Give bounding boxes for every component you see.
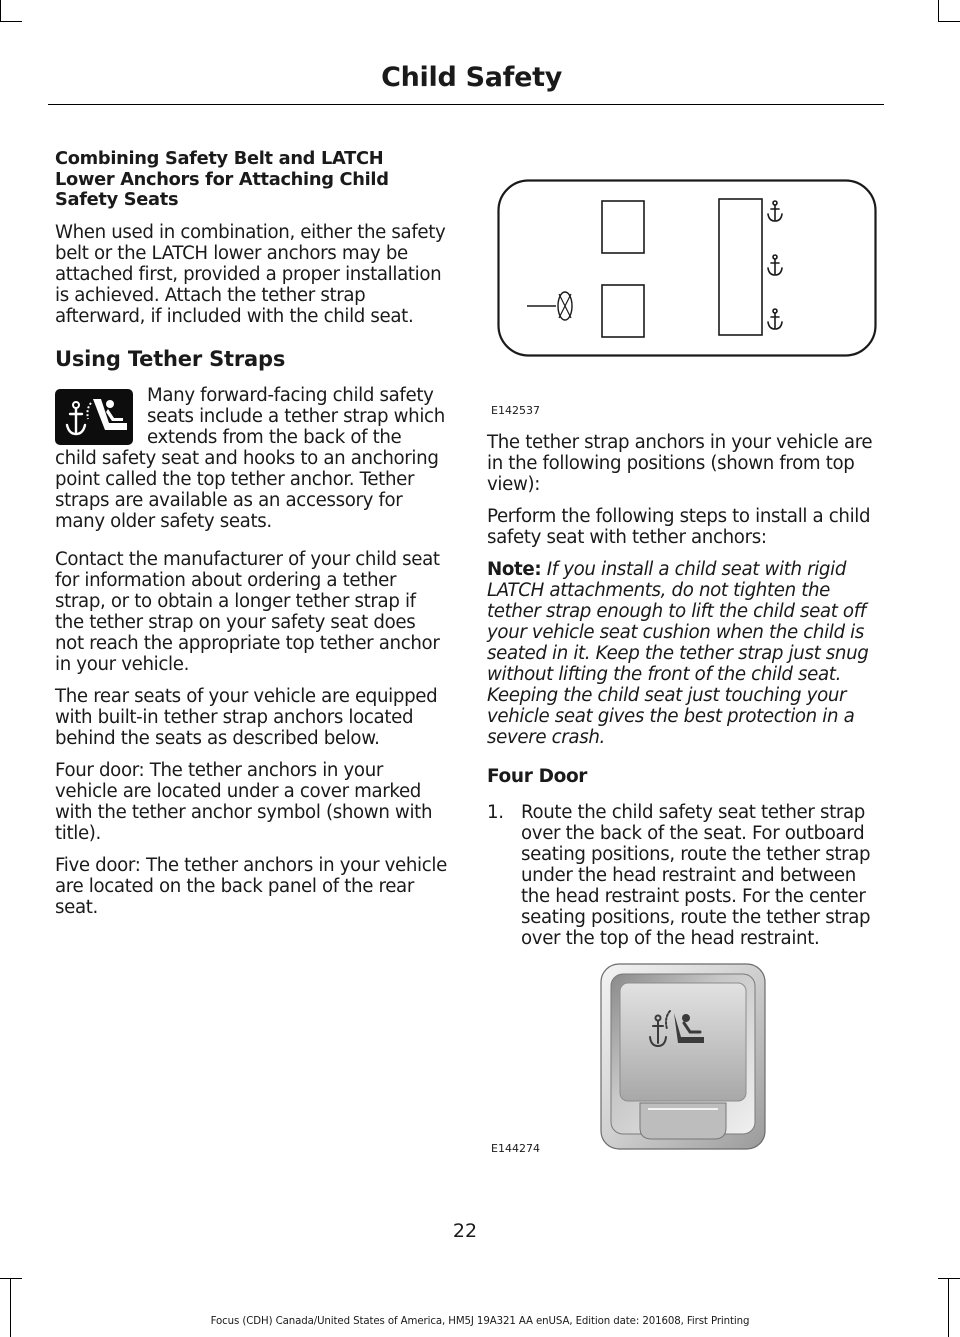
paragraph-anchor-positions: The tether strap anchors in your vehicle are in the following positions (shown from top view): <box>487 432 873 495</box>
step-number: 1. <box>487 802 504 823</box>
tether-anchor-icon <box>55 389 133 445</box>
paragraph-perform-steps: Perform the following steps to install a child safety seat with tether anchors: <box>487 506 871 548</box>
paragraph-tether-contact: Contact the manufacturer of your child seat for information about ordering a tether strap, or to obtain a longer tether strap if the tether strap on your safety seat does not reach the appropriate top tether anchor in your vehicle. <box>55 548 440 675</box>
crop-mark <box>10 1278 11 1337</box>
note-text: If you install a child seat with rigid LATCH attachments, do not tighten the tether strap enough to lift the child seat off your vehicle seat cushion when the child is seated in it. Keep the tether strap just snug without lifting the front of the child seat. Keeping the child seat just touching your vehicle seat gives the best protection in a severe crash. <box>487 559 869 748</box>
note-paragraph <box>487 559 880 748</box>
crop-mark <box>0 21 22 22</box>
figure-code: E144274 <box>491 1142 540 1155</box>
section-heading-tether-straps: Using Tether Straps <box>55 346 286 371</box>
crop-mark <box>938 0 939 22</box>
paragraph-tether-five-door: Five door: The tether anchors in your vehicle are located on the back panel of the rear seat. <box>55 854 447 918</box>
note-label: Note: <box>487 559 542 580</box>
crop-mark <box>0 0 1 22</box>
step-text: Route the child safety seat tether strap over the back of the seat. For outboard seating positions, route the tether strap under the head restraint and between the head restraint posts. For the center seating positions, route the tether strap over the top of the head restraint. <box>521 802 871 949</box>
paragraph-tether-four-door: Four door: The tether anchors in your vehicle are located under a cover marked with the tether anchor symbol (shown with title). <box>55 759 433 844</box>
section-heading-four-door: Four Door <box>487 766 588 787</box>
paragraph-tether-rear-seats: The rear seats of your vehicle are equipped with built-in tether strap anchors located behind the seats as described below. <box>55 685 438 749</box>
tether-anchor-position-diagram <box>497 179 877 357</box>
tether-anchor-cover-illustration <box>600 963 766 1150</box>
crop-mark <box>0 1278 22 1279</box>
figure-code: E142537 <box>491 404 540 417</box>
right-column <box>487 432 880 949</box>
crop-mark <box>938 21 960 22</box>
list-item <box>487 802 880 949</box>
left-column <box>55 149 448 929</box>
page-title: Child Safety <box>381 62 562 93</box>
footer-text: Focus (CDH) Canada/United States of America, HM5J 19A321 AA enUSA, Edition date: 201608, First Printing <box>210 1316 750 1327</box>
paragraph-tether-intro: Many forward-facing child safety seats include a tether strap which extends from the back of the child safety seat and hooks to an anchoring point called the top tether anchor. Tether straps are available as an accessory for many older safety seats. <box>55 384 445 532</box>
paragraph-combining: When used in combination, either the safety belt or the LATCH lower anchors may be attached first, provided a proper installation is achieved. Attach the tether strap afterward, if included with the child seat. <box>55 221 446 327</box>
crop-mark <box>948 1278 949 1337</box>
crop-mark <box>938 1278 960 1279</box>
page-number: 22 <box>452 1220 478 1242</box>
section-heading-combining: Combining Safety Belt and LATCH Lower Anchors for Attaching Child Safety Seats <box>55 148 389 210</box>
header-rule <box>48 104 884 105</box>
